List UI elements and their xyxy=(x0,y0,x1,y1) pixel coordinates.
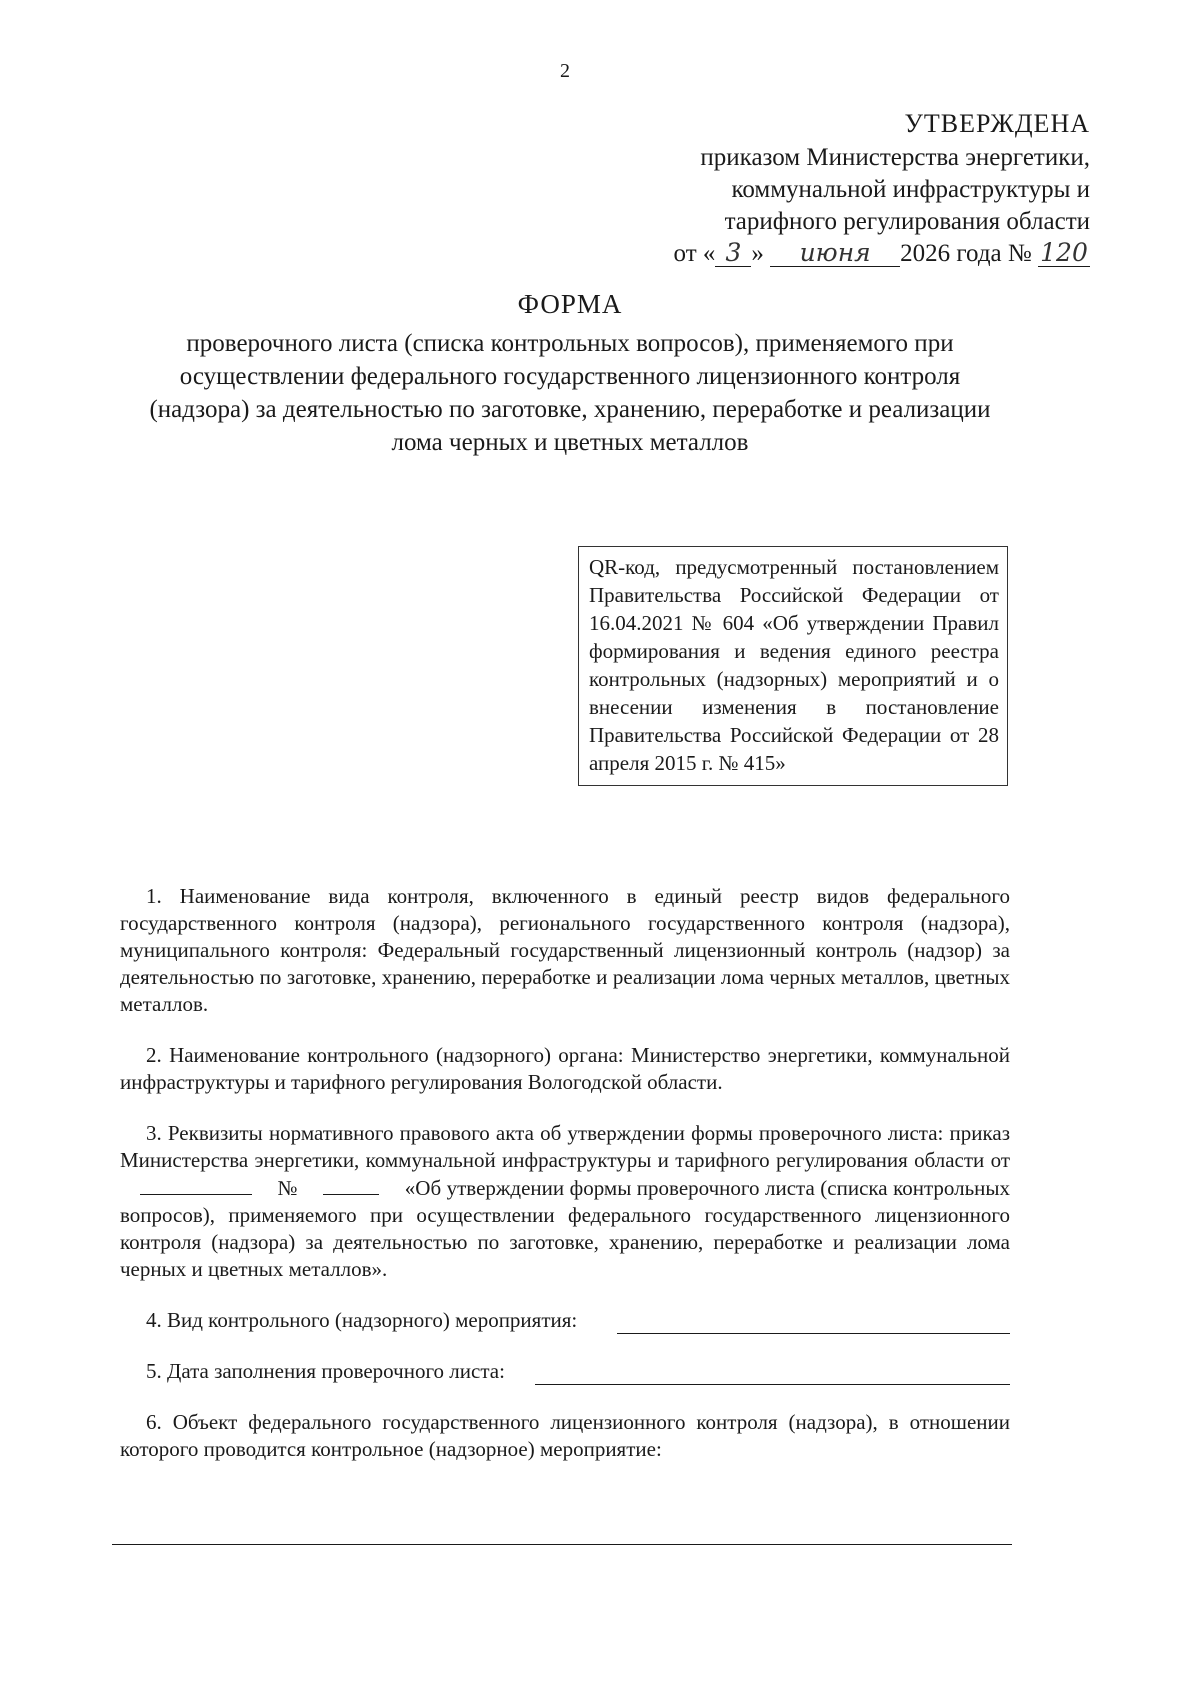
item-3-text-a: 3. Реквизиты нормативного правового акта об утверждении формы проверочного листа: приказ Министерства энергетики, коммунальной инфраструктуры и тарифного регулирования области от xyxy=(120,1121,1010,1172)
item-3-date-blank[interactable] xyxy=(140,1174,252,1195)
handwritten-month: июня xyxy=(770,240,900,267)
form-title-line-1: проверочного листа (списка контрольных вопросов), применяемого при xyxy=(186,330,954,357)
approval-line-2: коммунальной инфраструктуры и xyxy=(731,176,1090,203)
item-5-blank[interactable] xyxy=(535,1362,1010,1385)
item-4-label: 4. Вид контрольного (надзорного) мероприятия: xyxy=(146,1308,578,1332)
item-3-number-blank[interactable] xyxy=(323,1174,379,1195)
approval-line-1: приказом Министерства энергетики, xyxy=(700,144,1090,171)
form-title-line-4: лома черных и цветных металлов xyxy=(391,429,749,456)
item-4 xyxy=(120,1307,1010,1334)
form-title xyxy=(120,288,1020,459)
item-2: 2. Наименование контрольного (надзорного) органа: Министерство энергетики, коммунальной инфраструктуры и тарифного регулирования Вологодской области. xyxy=(120,1043,1010,1094)
handwritten-order-number: 120 xyxy=(1038,240,1090,267)
item-6-blank[interactable] xyxy=(112,1544,1012,1545)
year-text: 2026 года № xyxy=(900,240,1032,267)
item-3 xyxy=(120,1120,1010,1283)
handwritten-day: 3 xyxy=(715,240,751,267)
date-prefix: от « xyxy=(673,240,716,267)
item-3-number-sign: № xyxy=(277,1176,298,1200)
form-title-line-3: (надзора) за деятельностью по заготовке, хранению, переработке и реализации xyxy=(149,396,991,423)
item-4-blank[interactable] xyxy=(617,1311,1010,1334)
item-5 xyxy=(120,1358,1010,1385)
approval-line-3: тарифного регулирования области xyxy=(724,208,1090,235)
item-5-label: 5. Дата заполнения проверочного листа: xyxy=(146,1359,505,1383)
qr-code-box: QR-код, предусмотренный постановлением Правительства Российской Федерации от 16.04.2021 № 604 «Об утверждении Правил формирования и ведения единого реестра контрольных (надзорных) мероприятий и о внесении изменения в постановление Правительства Российской Федерации от 28 апреля 2015 г. № 415» xyxy=(578,546,1008,786)
item-6: 6. Объект федерального государственного лицензионного контроля (надзора), в отношении которого проводится контрольное (надзорное) мероприятие: xyxy=(120,1410,1010,1461)
date-mid: » xyxy=(751,240,764,267)
approval-date-line xyxy=(530,238,1090,270)
item-1: 1. Наименование вида контроля, включенного в единый реестр видов федерального государственного контроля (надзора), регионального государственного контроля (надзора), муниципального контроля: Федеральный государственный лицензионный контроль (надзор) за деятельностью по заготовке, хранению, переработке и реализации лома черных металлов, цветных металлов. xyxy=(120,884,1010,1016)
form-items xyxy=(120,883,1010,1487)
approval-heading: УТВЕРЖДЕНА xyxy=(904,109,1090,138)
item-3-text-b: «Об утверждении формы проверочного листа (списка контрольных вопросов), применяемого при осуществлении федерального государственного лицензионного контроля (надзора) за деятельностью по заготовке, хранению, переработке и реализации лома черных и цветных металлов». xyxy=(120,1176,1011,1281)
form-title-heading: ФОРМА xyxy=(517,289,623,319)
page-number: 2 xyxy=(560,60,570,82)
form-title-line-2: осуществлении федерального государственного лицензионного контроля xyxy=(179,363,961,390)
approval-stamp xyxy=(530,108,1090,270)
